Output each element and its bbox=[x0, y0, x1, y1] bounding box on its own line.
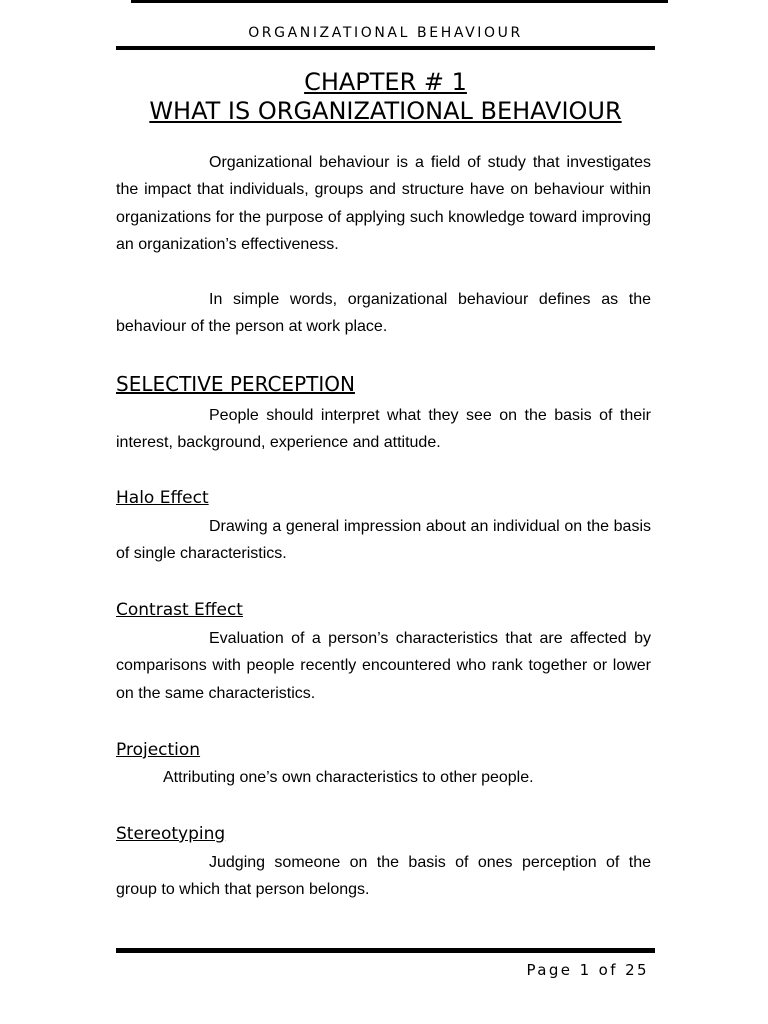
halo-effect-text: Drawing a general impression about an individual on the basis of single characteristics. bbox=[116, 518, 651, 563]
intro-text-2: In simple words, organizational behaviour defines as the behaviour of the person at work place. bbox=[116, 291, 651, 336]
projection-text: Attributing one’s own characteristics to other people. bbox=[163, 769, 534, 786]
stereotyping-paragraph bbox=[116, 849, 651, 904]
halo-effect-paragraph bbox=[116, 513, 651, 568]
intro-text-1: Organizational behaviour is a field of study that investigates the impact that individuals, groups and structure have on behaviour within organizations for the purpose of applying such knowledge toward improving an organization’s effectiveness. bbox=[116, 154, 651, 253]
projection-paragraph bbox=[116, 764, 651, 791]
chapter-number: CHAPTER # 1 bbox=[304, 68, 467, 96]
subheading-contrast-effect: Contrast Effect bbox=[116, 600, 243, 620]
intro-paragraph-2 bbox=[116, 286, 651, 341]
page-number: Page 1 of 25 bbox=[526, 961, 649, 979]
chapter-heading: WHAT IS ORGANIZATIONAL BEHAVIOUR bbox=[149, 97, 622, 125]
running-header: ORGANIZATIONAL BEHAVIOUR bbox=[248, 25, 523, 41]
subheading-halo-effect: Halo Effect bbox=[116, 488, 209, 508]
selective-perception-text: People should interpret what they see on the basis of their interest, background, experience and attitude. bbox=[116, 407, 651, 452]
subheading-projection: Projection bbox=[116, 740, 201, 760]
contrast-effect-paragraph bbox=[116, 625, 651, 707]
intro-paragraph-1 bbox=[116, 149, 651, 258]
section-heading-selective-perception: SELECTIVE PERCEPTION bbox=[116, 372, 355, 396]
contrast-effect-text: Evaluation of a person’s characteristics that are affected by comparisons with people recently encountered who rank together or lower on the same characteristics. bbox=[116, 630, 651, 702]
footer-rule bbox=[116, 948, 655, 953]
selective-perception-paragraph bbox=[116, 402, 651, 457]
top-rule bbox=[131, 0, 668, 3]
subheading-stereotyping: Stereotyping bbox=[116, 824, 226, 844]
header-rule bbox=[116, 46, 655, 50]
chapter-title bbox=[116, 68, 655, 126]
stereotyping-text: Judging someone on the basis of ones perception of the group to which that person belongs. bbox=[116, 854, 651, 899]
